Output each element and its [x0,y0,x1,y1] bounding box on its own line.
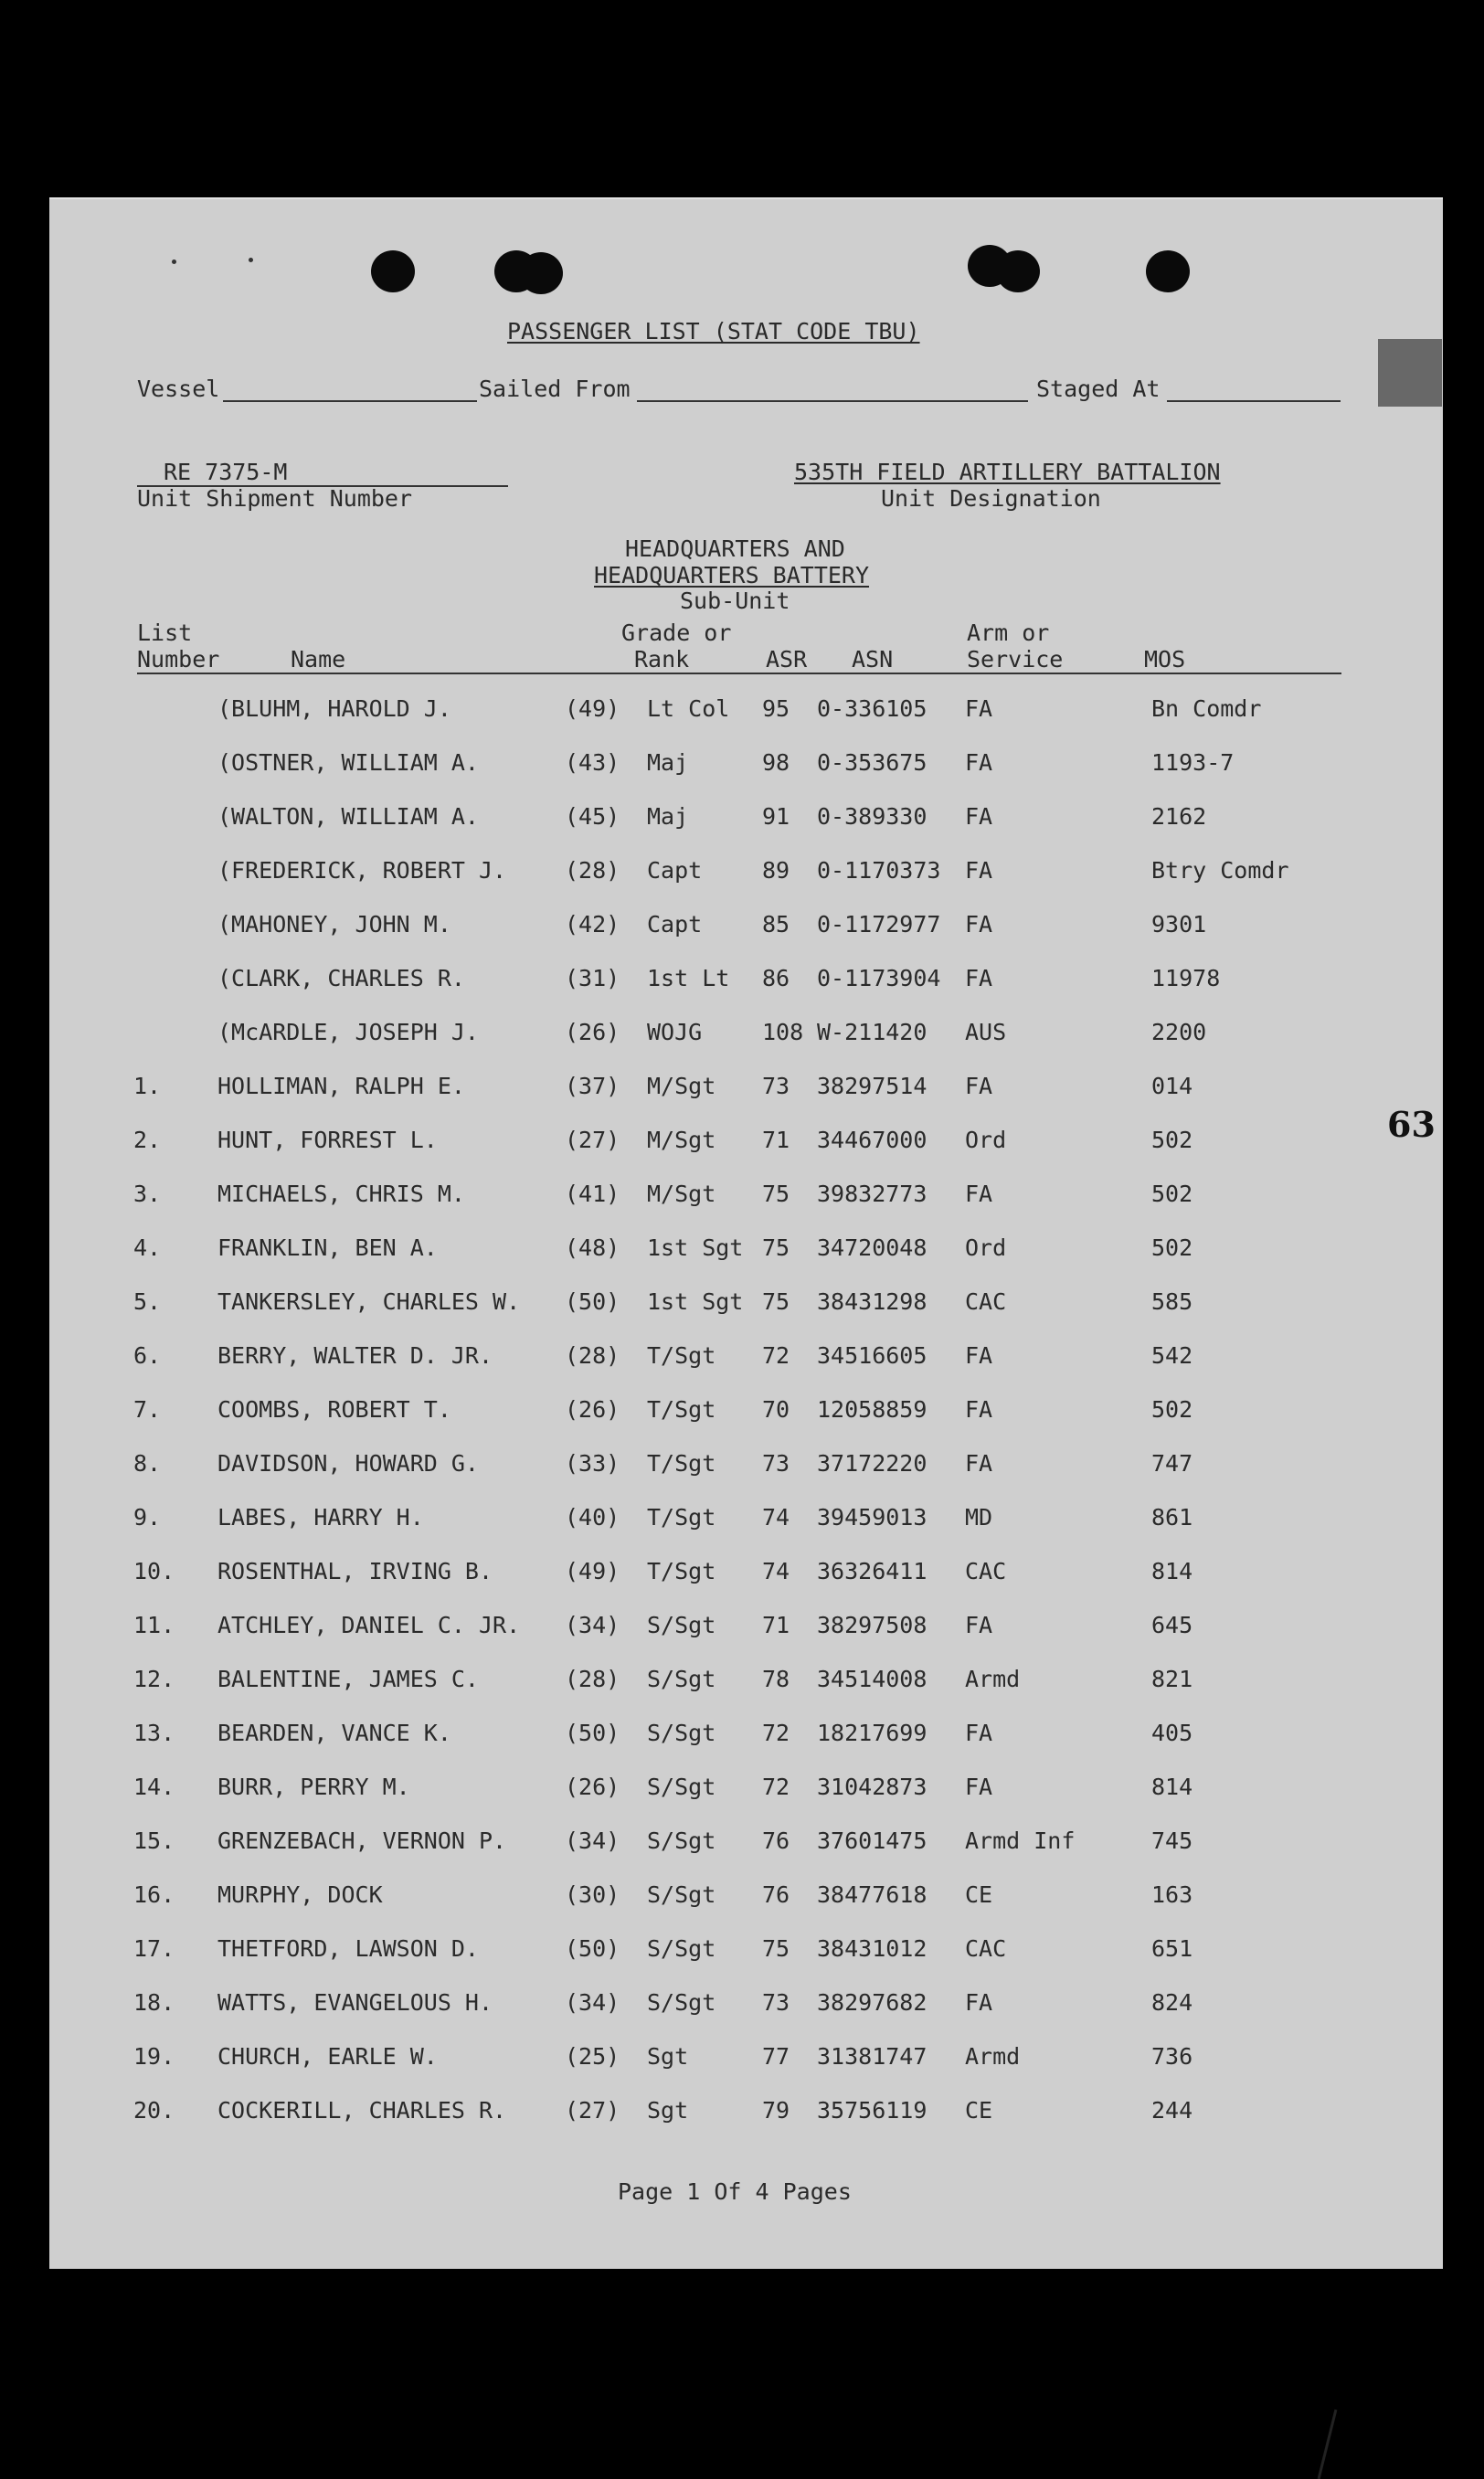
table-row [49,1340,1443,1372]
asn: W-211420 [817,1019,928,1045]
list-number: 8. [133,1450,162,1477]
list-number: 16. [133,1881,175,1908]
passenger-name: TANKERSLEY, CHARLES W. [217,1288,521,1315]
age: (33) [565,1450,620,1477]
asn: 34467000 [817,1127,928,1153]
arm-service: FA [965,911,993,938]
age: (34) [565,1989,620,2016]
arm-service: AUS [965,1019,1007,1045]
table-row [49,1879,1443,1912]
asr: 75 [762,1288,790,1315]
mos: 502 [1151,1396,1193,1423]
asn: 34514008 [817,1666,928,1692]
passenger-name: (McARDLE, JOSEPH J. [217,1019,479,1045]
asn: 38297514 [817,1073,928,1099]
list-number: 15. [133,1827,175,1854]
arm-service: CAC [965,1935,1007,1962]
asn: 0-389330 [817,803,928,830]
age: (26) [565,1396,620,1423]
grade-rank: T/Sgt [647,1450,716,1477]
table-row [49,1016,1443,1049]
age: (34) [565,1612,620,1638]
table-row [49,1393,1443,1426]
asn: 0-1170373 [817,857,941,884]
arm-service: FA [965,1774,993,1800]
passenger-name: ATCHLEY, DANIEL C. JR. [217,1612,521,1638]
mos: 405 [1151,1720,1193,1746]
passenger-name: BERRY, WALTER D. JR. [217,1342,493,1369]
table-row [49,1501,1443,1534]
vessel-label: Vessel [137,376,220,402]
passenger-name: BALENTINE, JAMES C. [217,1666,479,1692]
header-asn: ASN [852,646,894,673]
mos: 2200 [1151,1019,1207,1045]
mos: Btry Comdr [1151,857,1289,884]
asn: 12058859 [817,1396,928,1423]
asn: 38297682 [817,1989,928,2016]
age: (28) [565,857,620,884]
table-row [49,1986,1443,2019]
list-number: 1. [133,1073,162,1099]
index-tab [1378,339,1442,407]
speck [172,260,176,264]
table-row [49,1070,1443,1103]
arm-service: Ord [965,1127,1007,1153]
speck [249,258,253,262]
mos: 9301 [1151,911,1207,938]
grade-rank: T/Sgt [647,1342,716,1369]
header-name: Name [291,646,346,673]
table-row [49,2040,1443,2073]
sailed-from-blank [637,400,1028,402]
grade-rank: T/Sgt [647,1558,716,1584]
passenger-name: BURR, PERRY M. [217,1774,410,1800]
mos: 014 [1151,1073,1193,1099]
asn: 38477618 [817,1881,928,1908]
arm-service: CAC [965,1288,1007,1315]
table-row [49,1232,1443,1265]
punch-hole [519,252,563,294]
age: (31) [565,965,620,991]
asn: 38431298 [817,1288,928,1315]
asr: 75 [762,1935,790,1962]
header-rule [137,673,1341,674]
table-row [49,1717,1443,1750]
asn: 34516605 [817,1342,928,1369]
table-row [49,1447,1443,1480]
arm-service: FA [965,1342,993,1369]
table-row [49,1609,1443,1642]
arm-service: FA [965,803,993,830]
age: (50) [565,1720,620,1746]
unit-designation: 535TH FIELD ARTILLERY BATTALION [794,459,1221,485]
arm-service: FA [965,1396,993,1423]
age: (40) [565,1504,620,1531]
asr: 108 [762,1019,804,1045]
subunit-line-1: HEADQUARTERS AND [625,535,845,562]
mos: 502 [1151,1234,1193,1261]
list-number: 5. [133,1288,162,1315]
age: (25) [565,2043,620,2070]
grade-rank: T/Sgt [647,1504,716,1531]
mos: Bn Comdr [1151,695,1262,722]
grade-rank: M/Sgt [647,1127,716,1153]
passenger-name: THETFORD, LAWSON D. [217,1935,479,1962]
staged-at-label: Staged At [1036,376,1161,402]
age: (41) [565,1181,620,1207]
grade-rank: 1st Lt [647,965,730,991]
shipment-caption: Unit Shipment Number [137,485,413,512]
passenger-name: (MAHONEY, JOHN M. [217,911,451,938]
list-number: 3. [133,1181,162,1207]
asr: 74 [762,1558,790,1584]
age: (48) [565,1234,620,1261]
asn: 39459013 [817,1504,928,1531]
grade-rank: Maj [647,749,689,776]
passenger-name: BEARDEN, VANCE K. [217,1720,451,1746]
passenger-name: CHURCH, EARLE W. [217,2043,438,2070]
age: (43) [565,749,620,776]
passenger-name: MICHAELS, CHRIS M. [217,1181,465,1207]
grade-rank: Capt [647,911,703,938]
arm-service: FA [965,965,993,991]
mos: 542 [1151,1342,1193,1369]
grade-rank: S/Sgt [647,1774,716,1800]
asr: 75 [762,1234,790,1261]
subunit-caption: Sub-Unit [680,588,790,614]
arm-service: Ord [965,1234,1007,1261]
arm-service: Armd Inf [965,1827,1076,1854]
age: (42) [565,911,620,938]
list-number: 13. [133,1720,175,1746]
list-number: 9. [133,1504,162,1531]
asn: 31042873 [817,1774,928,1800]
passenger-name: WATTS, EVANGELOUS H. [217,1989,493,2016]
asr: 70 [762,1396,790,1423]
asr: 86 [762,965,790,991]
mos: 824 [1151,1989,1193,2016]
list-number: 7. [133,1396,162,1423]
header-service: Service [967,646,1064,673]
list-number: 17. [133,1935,175,1962]
mos: 163 [1151,1881,1193,1908]
age: (50) [565,1288,620,1315]
list-number: 14. [133,1774,175,1800]
asr: 71 [762,1127,790,1153]
vessel-blank [223,400,477,402]
table-row [49,2094,1443,2127]
table-row [49,1771,1443,1804]
mos: 821 [1151,1666,1193,1692]
arm-service: FA [965,1073,993,1099]
asr: 95 [762,695,790,722]
arm-service: CE [965,1881,993,1908]
passenger-name: GRENZEBACH, VERNON P. [217,1827,507,1854]
mos: 814 [1151,1774,1193,1800]
grade-rank: WOJG [647,1019,703,1045]
asn: 39832773 [817,1181,928,1207]
punch-hole [1146,250,1190,292]
asn: 0-336105 [817,695,928,722]
list-number: 4. [133,1234,162,1261]
passenger-name: (FREDERICK, ROBERT J. [217,857,507,884]
grade-rank: S/Sgt [647,1881,716,1908]
header-number: Number [137,646,220,673]
mos: 861 [1151,1504,1193,1531]
asr: 72 [762,1774,790,1800]
asr: 79 [762,2097,790,2124]
mos: 745 [1151,1827,1193,1854]
page-title: PASSENGER LIST (STAT CODE TBU) [507,318,920,344]
mos: 747 [1151,1450,1193,1477]
mos: 1193-7 [1151,749,1235,776]
subunit-line-2: HEADQUARTERS BATTERY [594,562,870,588]
arm-service: Armd [965,2043,1021,2070]
staged-at-blank [1167,400,1341,402]
grade-rank: Sgt [647,2097,689,2124]
passenger-name: HOLLIMAN, RALPH E. [217,1073,465,1099]
arm-service: MD [965,1504,993,1531]
asn: 34720048 [817,1234,928,1261]
header-arm: Arm or [967,620,1050,646]
asn: 37601475 [817,1827,928,1854]
list-number: 20. [133,2097,175,2124]
list-number: 12. [133,1666,175,1692]
grade-rank: M/Sgt [647,1073,716,1099]
passenger-name: COCKERILL, CHARLES R. [217,2097,507,2124]
sailed-from-label: Sailed From [479,376,631,402]
arm-service: CE [965,2097,993,2124]
table-row [49,1286,1443,1319]
passenger-name: MURPHY, DOCK [217,1881,383,1908]
grade-rank: S/Sgt [647,1612,716,1638]
asr: 89 [762,857,790,884]
list-number: 11. [133,1612,175,1638]
asr: 73 [762,1989,790,2016]
grade-rank: Capt [647,857,703,884]
age: (49) [565,695,620,722]
mos: 244 [1151,2097,1193,2124]
asr: 85 [762,911,790,938]
age: (50) [565,1935,620,1962]
asr: 73 [762,1073,790,1099]
age: (34) [565,1827,620,1854]
age: (27) [565,1127,620,1153]
age: (49) [565,1558,620,1584]
arm-service: FA [965,1989,993,2016]
list-number: 2. [133,1127,162,1153]
table-row [49,908,1443,941]
arm-service: FA [965,1720,993,1746]
passenger-name: (OSTNER, WILLIAM A. [217,749,479,776]
grade-rank: S/Sgt [647,1935,716,1962]
asn: 0-353675 [817,749,928,776]
grade-rank: S/Sgt [647,1720,716,1746]
header-rank: Rank [634,646,690,673]
shipment-number: RE 7375-M [164,459,288,485]
mos: 585 [1151,1288,1193,1315]
arm-service: FA [965,1612,993,1638]
age: (28) [565,1342,620,1369]
asr: 77 [762,2043,790,2070]
mos: 814 [1151,1558,1193,1584]
asn: 35756119 [817,2097,928,2124]
grade-rank: T/Sgt [647,1396,716,1423]
asr: 91 [762,803,790,830]
table-row [49,693,1443,726]
passenger-name: LABES, HARRY H. [217,1504,424,1531]
punch-hole [996,250,1040,292]
list-number: 19. [133,2043,175,2070]
grade-rank: S/Sgt [647,1989,716,2016]
mos: 11978 [1151,965,1221,991]
mos: 2162 [1151,803,1207,830]
grade-rank: M/Sgt [647,1181,716,1207]
age: (37) [565,1073,620,1099]
mos: 651 [1151,1935,1193,1962]
asn: 31381747 [817,2043,928,2070]
arm-service: FA [965,1181,993,1207]
header-asr: ASR [766,646,808,673]
grade-rank: S/Sgt [647,1666,716,1692]
punch-hole [371,250,415,292]
asn: 0-1172977 [817,911,941,938]
table-row [49,1555,1443,1588]
grade-rank: Lt Col [647,695,730,722]
asr: 76 [762,1881,790,1908]
arm-service: FA [965,695,993,722]
page-number-stamp: 63 [1387,1104,1436,1145]
unit-caption: Unit Designation [881,485,1101,512]
arm-service: FA [965,749,993,776]
passenger-name: DAVIDSON, HOWARD G. [217,1450,479,1477]
grade-rank: Sgt [647,2043,689,2070]
table-row [49,1933,1443,1965]
age: (30) [565,1881,620,1908]
header-mos: MOS [1144,646,1186,673]
arm-service: FA [965,1450,993,1477]
asn: 38431012 [817,1935,928,1962]
header-grade: Grade or [621,620,732,646]
age: (26) [565,1774,620,1800]
passenger-name: HUNT, FORREST L. [217,1127,438,1153]
passenger-name: (BLUHM, HAROLD J. [217,695,451,722]
asn: 36326411 [817,1558,928,1584]
table-row [49,800,1443,833]
asr: 75 [762,1181,790,1207]
table-row [49,962,1443,995]
asr: 72 [762,1342,790,1369]
table-row [49,854,1443,887]
table-row [49,1124,1443,1157]
grade-rank: S/Sgt [647,1827,716,1854]
mos: 736 [1151,2043,1193,2070]
age: (26) [565,1019,620,1045]
asr: 73 [762,1450,790,1477]
grade-rank: 1st Sgt [647,1288,744,1315]
asn: 0-1173904 [817,965,941,991]
age: (28) [565,1666,620,1692]
list-number: 18. [133,1989,175,2016]
asr: 71 [762,1612,790,1638]
age: (45) [565,803,620,830]
asn: 38297508 [817,1612,928,1638]
arm-service: Armd [965,1666,1021,1692]
header-list: List [137,620,193,646]
asr: 98 [762,749,790,776]
asr: 74 [762,1504,790,1531]
grade-rank: Maj [647,803,689,830]
mos: 502 [1151,1127,1193,1153]
passenger-name: (WALTON, WILLIAM A. [217,803,479,830]
asr: 72 [762,1720,790,1746]
arm-service: FA [965,857,993,884]
mos: 645 [1151,1612,1193,1638]
table-row [49,747,1443,779]
mos: 502 [1151,1181,1193,1207]
age: (27) [565,2097,620,2124]
asn: 18217699 [817,1720,928,1746]
table-row [49,1663,1443,1696]
passenger-name: FRANKLIN, BEN A. [217,1234,438,1261]
arm-service: CAC [965,1558,1007,1584]
passenger-name: (CLARK, CHARLES R. [217,965,465,991]
passenger-name: ROSENTHAL, IRVING B. [217,1558,493,1584]
list-number: 6. [133,1342,162,1369]
list-number: 10. [133,1558,175,1584]
passenger-name: COOMBS, ROBERT T. [217,1396,451,1423]
page-footer: Page 1 Of 4 Pages [618,2178,852,2205]
table-row [49,1178,1443,1211]
document-page [49,197,1443,2269]
asr: 78 [762,1666,790,1692]
table-row [49,1825,1443,1858]
asn: 37172220 [817,1450,928,1477]
pencil-mark [1318,2410,1338,2479]
asr: 76 [762,1827,790,1854]
grade-rank: 1st Sgt [647,1234,744,1261]
